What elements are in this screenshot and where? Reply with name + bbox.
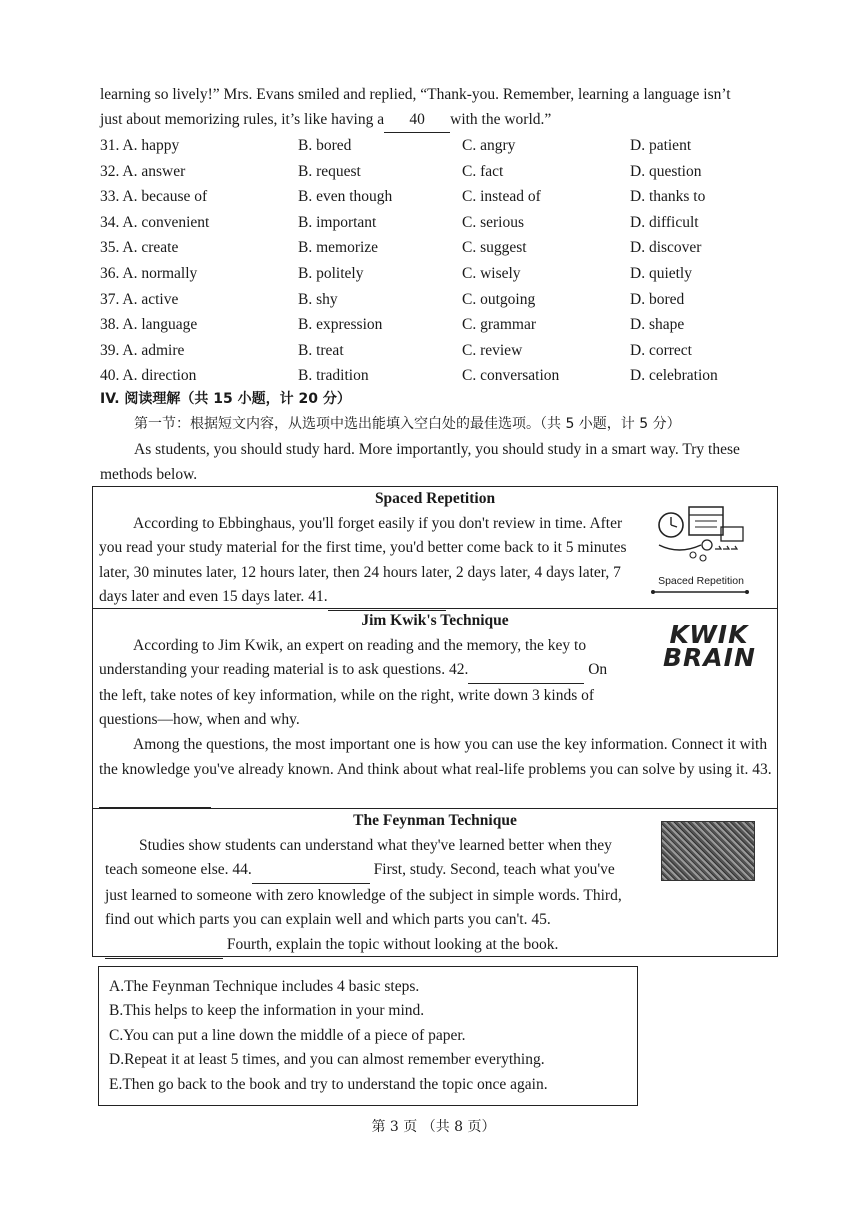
intro-text: just about memorizing rules, it’s like having a bbox=[100, 111, 385, 128]
option-a[interactable]: 37. A. active bbox=[100, 290, 179, 308]
option-b[interactable]: B. treat bbox=[298, 341, 344, 359]
qr-code-image bbox=[661, 821, 755, 881]
box-text-body: According to Ebbinghaus, you'll forget easily if you don't review in time. After you read your study material for the first time, you'd better come back to it 5 minutes later, 30 minutes later, 12 hours later, then 24 hours later, 2 days later, 4 days later, 7 days later and even 15 days later. bbox=[99, 514, 627, 606]
box-text-body: According to Jim Kwik, an expert on reading and the memory, the key to understanding your reading material is to ask questions. bbox=[99, 636, 587, 679]
reading-lead: As students, you should study hard. More importantly, you should study in a smart way. Try these methods below. bbox=[100, 441, 740, 483]
box-text bbox=[93, 512, 638, 611]
option-a[interactable]: 32. A. answer bbox=[100, 162, 186, 180]
option-b[interactable]: B. bored bbox=[298, 137, 352, 154]
blank-42-label: 42. bbox=[448, 661, 469, 679]
blank-45-label: 45. bbox=[531, 911, 551, 929]
logo-line: BRAIN bbox=[663, 643, 756, 672]
blank-41-label: 41. bbox=[308, 588, 328, 606]
option-row bbox=[100, 133, 780, 159]
timeline-arrow-icon bbox=[649, 587, 753, 597]
answer-option-c[interactable]: C.You can put a line down the middle of a piece of paper. bbox=[109, 1026, 466, 1044]
intro-text-end: with the world.” bbox=[450, 111, 552, 128]
option-a[interactable]: 40. A. direction bbox=[100, 367, 197, 385]
option-c[interactable]: C. serious bbox=[462, 213, 524, 231]
box-text bbox=[93, 733, 777, 808]
logo-line: KWIK bbox=[669, 620, 749, 649]
option-d[interactable]: D. thanks to bbox=[630, 188, 706, 206]
option-row bbox=[100, 287, 780, 313]
blank-40: 40 bbox=[384, 107, 450, 133]
option-c[interactable]: C. suggest bbox=[462, 239, 527, 257]
box-text-body: First, study. Second, teach what you've just learned to someone with zero knowledge of the subject in simple words. Third, find out which parts you can explain well and which parts you can't. bbox=[105, 861, 622, 929]
answer-option-a[interactable]: A.The Feynman Technique includes 4 basic steps. bbox=[109, 978, 420, 995]
option-d[interactable]: D. difficult bbox=[630, 213, 699, 231]
box-title: Jim Kwik's Technique bbox=[361, 612, 509, 629]
option-b[interactable]: B. shy bbox=[298, 290, 338, 308]
option-row bbox=[100, 338, 780, 364]
intro-line-2 bbox=[100, 107, 780, 133]
option-b[interactable]: B. tradition bbox=[298, 367, 369, 385]
option-row bbox=[100, 159, 780, 185]
option-row bbox=[100, 261, 780, 287]
answer-option-d[interactable]: D.Repeat it at least 5 times, and you can almost remember everything. bbox=[109, 1051, 545, 1069]
box-text-body: Studies show students can understand what they've learned better when they teach someone else. bbox=[105, 836, 612, 879]
page-number: 第 3 页 （共 8 页） bbox=[371, 1119, 496, 1135]
box-title: Spaced Repetition bbox=[374, 490, 496, 507]
option-d[interactable]: D. correct bbox=[630, 341, 692, 359]
blank-43[interactable] bbox=[99, 782, 211, 808]
option-d[interactable]: D. discover bbox=[630, 239, 702, 257]
option-row bbox=[100, 184, 780, 210]
option-b[interactable]: B. request bbox=[298, 162, 361, 180]
section-instructions: 第一节：根据短文内容，从选项中选出能填入空白处的最佳选项。（共 5 小题，计 5 分） bbox=[134, 416, 681, 432]
answer-options-box bbox=[98, 966, 638, 1106]
option-a[interactable]: 38. A. language bbox=[100, 316, 198, 334]
option-d[interactable]: D. celebration bbox=[630, 367, 718, 385]
kwik-brain-logo bbox=[663, 620, 756, 672]
clock-calendar-icon bbox=[649, 501, 753, 567]
blank-41[interactable] bbox=[328, 585, 446, 611]
option-c[interactable]: C. outgoing bbox=[462, 290, 536, 308]
option-a[interactable]: 31. A. happy bbox=[100, 137, 180, 154]
option-c[interactable]: C. review bbox=[462, 341, 523, 359]
option-c[interactable]: C. grammar bbox=[462, 316, 537, 334]
spaced-repetition-figure bbox=[649, 501, 753, 597]
option-b[interactable]: B. even though bbox=[298, 188, 393, 206]
box-text bbox=[93, 634, 613, 733]
feynman-technique-box bbox=[92, 809, 778, 957]
option-a[interactable]: 36. A. normally bbox=[100, 264, 198, 282]
option-d[interactable]: D. shape bbox=[630, 316, 685, 334]
cloze-options bbox=[100, 133, 780, 389]
option-c[interactable]: C. conversation bbox=[462, 367, 560, 385]
blank-43-label: 43. bbox=[752, 760, 772, 778]
box-text-body: Fourth, explain the topic without looking at the book. bbox=[226, 935, 559, 953]
box-text bbox=[99, 834, 639, 959]
option-b[interactable]: B. politely bbox=[298, 264, 364, 282]
blank-42[interactable] bbox=[468, 658, 584, 684]
option-b[interactable]: B. important bbox=[298, 213, 377, 231]
option-d[interactable]: D. patient bbox=[630, 137, 692, 154]
option-a[interactable]: 35. A. create bbox=[100, 239, 179, 257]
option-b[interactable]: B. memorize bbox=[298, 239, 379, 257]
intro-line-1: learning so lively!” Mrs. Evans smiled and replied, “Thank-you. Remember, learning a language isn’t bbox=[100, 86, 731, 103]
option-d[interactable]: D. quietly bbox=[630, 264, 692, 282]
blank-44[interactable] bbox=[252, 858, 370, 884]
section-heading: IV. 阅读理解（共 15 小题，计 20 分） bbox=[100, 391, 351, 407]
blank-44-label: 44. bbox=[232, 861, 252, 879]
blank-45[interactable] bbox=[105, 933, 223, 959]
option-b[interactable]: B. expression bbox=[298, 316, 383, 334]
box-title: The Feynman Technique bbox=[353, 812, 517, 829]
option-a[interactable]: 39. A. admire bbox=[100, 341, 185, 359]
option-d[interactable]: D. question bbox=[630, 162, 702, 180]
option-row bbox=[100, 312, 780, 338]
box-text-body: On the left, take notes of key information, while on the right, write down 3 kinds of questions—how, when and why. bbox=[99, 661, 608, 729]
option-c[interactable]: C. wisely bbox=[462, 264, 521, 282]
option-c[interactable]: C. angry bbox=[462, 137, 516, 154]
option-c[interactable]: C. instead of bbox=[462, 188, 541, 206]
box-text-body: Among the questions, the most important one is how you can use the key information. Connect it with the knowledge you've already known. And think about what real-life problems you can solve by using it. bbox=[99, 735, 768, 778]
spaced-repetition-box bbox=[92, 486, 778, 609]
figure-caption: Spaced Repetition bbox=[658, 575, 744, 587]
option-d[interactable]: D. bored bbox=[630, 290, 685, 308]
option-row bbox=[100, 210, 780, 236]
option-a[interactable]: 33. A. because of bbox=[100, 188, 208, 206]
answer-option-b[interactable]: B.This helps to keep the information in your mind. bbox=[109, 1002, 425, 1020]
option-c[interactable]: C. fact bbox=[462, 162, 504, 180]
passage-ending bbox=[100, 82, 780, 133]
answer-option-e[interactable]: E.Then go back to the book and try to understand the topic once again. bbox=[109, 1075, 548, 1093]
option-row bbox=[100, 235, 780, 261]
option-row bbox=[100, 363, 780, 389]
option-a[interactable]: 34. A. convenient bbox=[100, 213, 210, 231]
kwik-technique-box bbox=[92, 609, 778, 809]
